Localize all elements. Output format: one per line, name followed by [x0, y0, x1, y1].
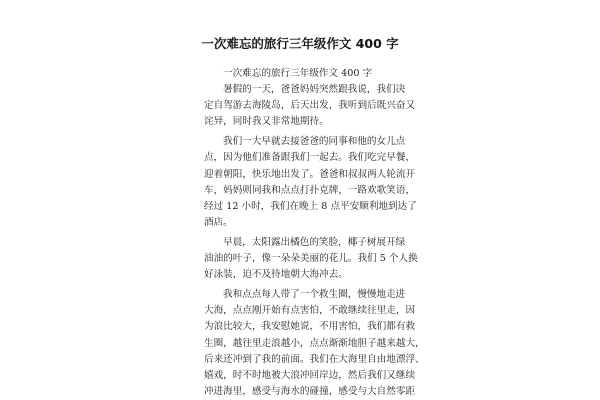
essay-line: 诧异，同时我又非常地期待。 — [204, 116, 329, 128]
essay-line: 酒店。 — [204, 216, 233, 228]
essay-line: 为浪比较大，我安慰她说，不用害怕，我们都有救 — [204, 321, 416, 333]
essay-line: 油油的叶子，像一朵朵美丽的花儿。我们 5 个人换 — [204, 253, 418, 265]
essay-line: 定自驾游去海陵岛，后天出发，我听到后既兴奋又 — [204, 100, 416, 112]
essay-line: 车，妈妈则同我和点点打扑克牌，一路欢歌笑语， — [204, 184, 416, 196]
essay-line: 一次难忘的旅行三年级作文 400 字 — [223, 68, 373, 79]
essay-line: 后来还冲到了我的前面。我们在大海里自由地漂浮、 — [204, 353, 425, 365]
essay-line: 迎着朝阳，快乐地出发了。爸爸和叔叔两人轮流开 — [204, 168, 416, 180]
essay-body — [204, 66, 425, 400]
essay-line: 暑假的一天，爸爸妈妈突然跟我说，我们决 — [223, 84, 406, 96]
essay-line: 好泳装，迫不及待地朝大海冲去。 — [204, 269, 348, 281]
essay-line: 冲进海里，感受与海水的碰撞，感受与大自然零距 — [204, 385, 416, 397]
essay-line: 我们一大早就去接爸爸的同事和他的女儿点 — [223, 136, 406, 148]
page-title: 一次难忘的旅行三年级作文 400 字 — [201, 36, 399, 51]
essay-line: 嬉戏，时不时地被大浪冲回岸边，然后我们又继续 — [204, 369, 416, 381]
essay-line: 生圈，越往里走浪越小，点点渐渐地胆子越来越大， — [204, 337, 425, 349]
essay-line: 点，因为他们准备跟我们一起去。我们吃完早餐， — [204, 152, 416, 164]
essay-line: 经过 12 小时，我们在晚上 8 点平安顺利地到达了 — [204, 200, 417, 212]
essay-line: 我和点点每人带了一个救生圈，慢慢地走进 — [223, 289, 406, 301]
essay-line: 大海，点点刚开始有点害怕，不敢继续往里走，因 — [204, 305, 416, 317]
essay-line: 早晨，太阳露出橘色的笑脸，椰子树展开绿 — [223, 236, 406, 248]
